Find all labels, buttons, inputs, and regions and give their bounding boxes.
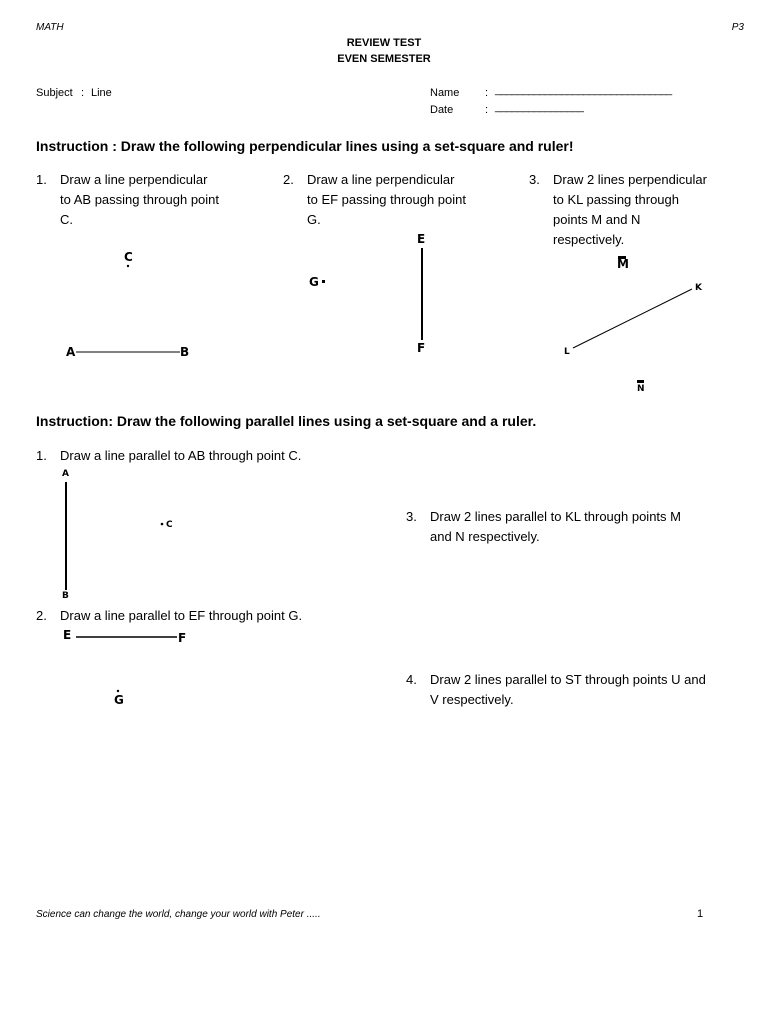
- question-text-line: and N respectively.: [430, 529, 540, 544]
- point-label-a-2: A: [62, 469, 69, 479]
- question-text-line: V respectively.: [430, 692, 514, 707]
- point-n-dot: [637, 380, 644, 383]
- point-c-dot: [127, 265, 129, 267]
- question-text-line: Draw a line parallel to AB through point C.: [60, 448, 302, 463]
- parallel-question-3: [406, 507, 746, 547]
- question-text-line: C.: [60, 212, 73, 227]
- question-text-line: Draw 2 lines parallel to ST through points U and: [430, 672, 706, 687]
- parallel-question-2: [36, 606, 396, 626]
- instruction-perpendicular: Instruction : Draw the following perpendicular lines using a set-square and ruler!: [36, 138, 574, 154]
- point-label-m: M: [617, 257, 629, 271]
- question-number: 4.: [406, 672, 417, 687]
- point-g-dot-2: [117, 690, 119, 692]
- name-separator: :: [485, 87, 489, 99]
- page-subtitle: EVEN SEMESTER: [337, 53, 431, 65]
- page-title: REVIEW TEST: [346, 37, 422, 49]
- point-label-k: K: [695, 283, 702, 293]
- name-label: Name: [430, 87, 460, 99]
- question-number: 1.: [36, 172, 47, 187]
- date-label: Date: [430, 104, 454, 116]
- point-label-n: N: [637, 384, 645, 394]
- subject-label: Subject: [36, 87, 73, 99]
- name-field[interactable]: ________________________________: [495, 84, 672, 96]
- question-text-line: to EF passing through point: [307, 192, 466, 207]
- page-number: 1: [697, 908, 704, 920]
- point-label-b-2: B: [62, 591, 69, 601]
- question-text-line: Draw a line perpendicular: [60, 172, 208, 187]
- question-number: 3.: [406, 509, 417, 524]
- question-text-line: points M and N: [553, 212, 641, 227]
- instruction-parallel: Instruction: Draw the following parallel lines using a set-square and a ruler.: [36, 413, 537, 429]
- point-label-c: C: [124, 250, 133, 264]
- subject-value: Line: [91, 87, 112, 99]
- parallel-question-1: [36, 446, 396, 466]
- point-label-c-2: C: [166, 520, 173, 530]
- question-number: 3.: [529, 172, 540, 187]
- line-kl: [573, 289, 692, 348]
- question-text-line: Draw a line parallel to EF through point G.: [60, 608, 303, 623]
- point-label-g-2: G: [114, 693, 124, 707]
- question-text-line: Draw 2 lines parallel to KL through points M: [430, 509, 681, 524]
- point-label-b: B: [180, 345, 190, 359]
- point-label-l: L: [564, 347, 570, 357]
- point-label-g: G: [309, 275, 319, 289]
- date-field[interactable]: ________________: [495, 101, 584, 113]
- point-g-dot: [322, 280, 325, 283]
- header-subject-tag: MATH: [36, 22, 64, 33]
- question-number: 2.: [283, 172, 294, 187]
- question-text-line: to KL passing through: [553, 192, 679, 207]
- question-text-line: respectively.: [553, 232, 625, 247]
- point-c-dot-2: [161, 523, 164, 526]
- point-label-e: E: [417, 232, 426, 246]
- point-label-a: A: [66, 345, 76, 359]
- question-number: 1.: [36, 448, 47, 463]
- question-text-line: Draw 2 lines perpendicular: [553, 172, 707, 187]
- header-page-code: P3: [731, 22, 744, 33]
- question-number: 2.: [36, 608, 47, 623]
- date-separator: :: [485, 104, 489, 116]
- point-label-f-2: F: [178, 631, 187, 645]
- question-text-line: Draw a line perpendicular: [307, 172, 455, 187]
- point-label-e-2: E: [63, 628, 72, 642]
- footer-slogan: Science can change the world, change your world with Peter .....: [36, 909, 321, 920]
- question-text-line: G.: [307, 212, 321, 227]
- question-text-line: to AB passing through point: [60, 192, 220, 207]
- parallel-question-4: [406, 670, 746, 710]
- subject-separator: :: [81, 87, 85, 99]
- point-label-f: F: [417, 341, 426, 355]
